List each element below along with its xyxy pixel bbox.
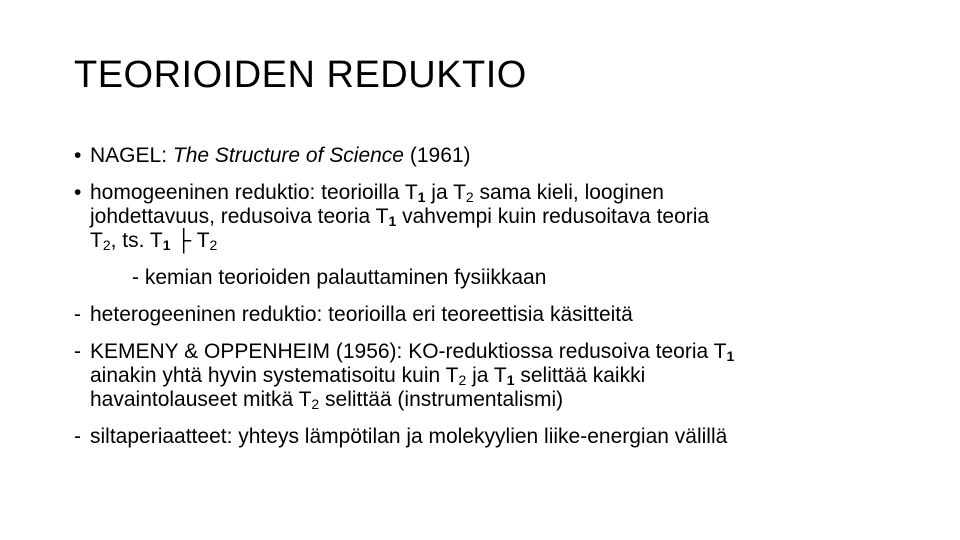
item-text: siltaperiaatteet: yhteys lämpötilan ja molekyylien liike-energian välillä [90,425,728,448]
item-text: ├ T [170,229,210,252]
list-item-homogeeninen [74,181,934,205]
bullet-marker: • [74,144,82,167]
subscript: 2 [311,396,320,412]
list-item-continuation [74,388,934,412]
item-text: (1961) [409,144,471,167]
item-text: homogeeninen reduktio: teorioilla T [90,181,418,204]
dash-marker: - [74,303,81,326]
subscript: 2 [102,237,111,253]
subscript: 1 [388,213,397,229]
item-text: vahvempi kuin redusoitava teoria [396,205,710,228]
item-text: havaintolauseet mitkä T [90,388,312,411]
item-text: ja T [466,364,507,387]
item-text: selittää (instrumentalismi) [319,388,564,411]
subscript: 2 [465,189,474,205]
item-text: ainakin yhtä hyvin systematisoitu kuin T [90,364,459,387]
slide-title: TEORIOIDEN REDUKTIO [74,54,527,96]
book-title: The Structure of Science [172,144,404,167]
item-text: , ts. T [110,229,163,252]
list-item-nagel [74,144,934,168]
subscript: 1 [417,189,426,205]
dash-marker: - [74,340,81,363]
subscript: 1 [726,348,735,364]
dash-marker: - [74,425,81,448]
item-text: johdettavuus, redusoiva teoria T [90,205,389,228]
item-text: KEMENY & OPPENHEIM (1956): KO-reduktiossa redusoiva teoria T [90,340,727,363]
list-item-continuation [74,229,934,253]
item-text: sama kieli, looginen [473,181,664,204]
list-item-kemeny-oppenheim [74,340,934,364]
item-text: NAGEL: [90,144,168,167]
item-text: heterogeeninen reduktio: teorioilla eri teoreettisia käsitteitä [90,303,633,326]
item-text: T [90,229,103,252]
list-item-continuation [74,205,934,229]
subscript: 1 [162,237,171,253]
item-text: ja T [425,181,466,204]
list-item-continuation [74,364,934,388]
list-item-siltaperiaatteet [74,425,934,449]
subscript: 2 [209,237,218,253]
subscript: 2 [458,372,467,388]
sub-item-kemia [74,266,934,290]
slide-body [74,144,934,449]
bullet-marker: • [74,181,82,204]
subscript: 1 [506,372,515,388]
item-text: - kemian teorioiden palauttaminen fysiikkaan [132,266,547,289]
item-text: selittää kaikki [514,364,646,387]
list-item-heterogeeninen [74,303,934,327]
